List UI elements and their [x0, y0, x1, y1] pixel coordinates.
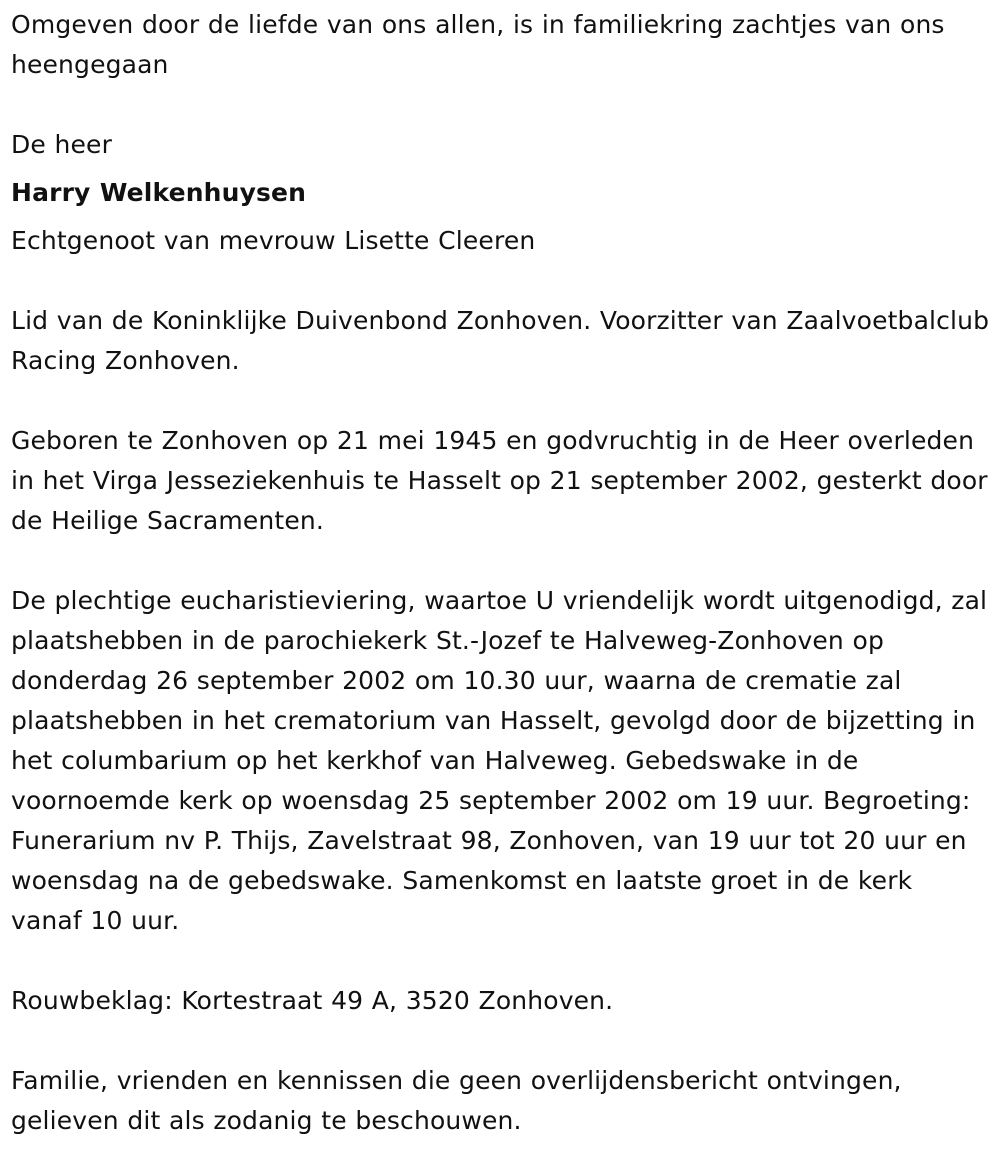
salutation: De heer: [11, 130, 113, 159]
spouse-line: Echtgenoot van mevrouw Lisette Cleeren: [11, 226, 536, 255]
intro-text: Omgeven door de liefde van ons allen, is in familiekring zachtjes van ons heengegaan: [11, 10, 945, 79]
birth-death-paragraph: Geboren te Zonhoven op 21 mei 1945 en godvruchtig in de Heer overleden in het Virga Jesseziekenhuis te Hasselt op 21 september 2002, gesterkt door de Heilige Sacramenten.: [11, 426, 988, 535]
deceased-name: Harry Welkenhuysen: [11, 178, 307, 207]
ceremony-paragraph: De plechtige eucharistieviering, waartoe U vriendelijk wordt uitgenodigd, zal plaatshebben in de parochiekerk St.-Jozef te Halveweg-Zonhoven op donderdag 26 september 2002 om 10.30 uur, waarna de crematie zal plaatshebben in het crematorium van Hasselt, gevolgd door de bijzetting in het columbarium op het kerkhof van Halveweg. Gebedswake in de voornoemde kerk op woensdag 25 september 2002 om 19 uur. Begroeting: Funerarium nv P. Thijs, Zavelstraat 98, Zonhoven, van 19 uur tot 20 uur en woensdag na de gebedswake. Samenkomst en laatste groet in de kerk vanaf 10 uur.: [11, 586, 988, 935]
membership-paragraph: Lid van de Koninklijke Duivenbond Zonhoven. Voorzitter van Zaalvoetbalclub Racing Zonhoven.: [11, 306, 990, 375]
condolence-address: Rouwbeklag: Kortestraat 49 A, 3520 Zonhoven.: [11, 986, 614, 1015]
closing-paragraph: Familie, vrienden en kennissen die geen overlijdensbericht ontvingen, gelieven dit als zodanig te beschouwen.: [11, 1066, 902, 1135]
